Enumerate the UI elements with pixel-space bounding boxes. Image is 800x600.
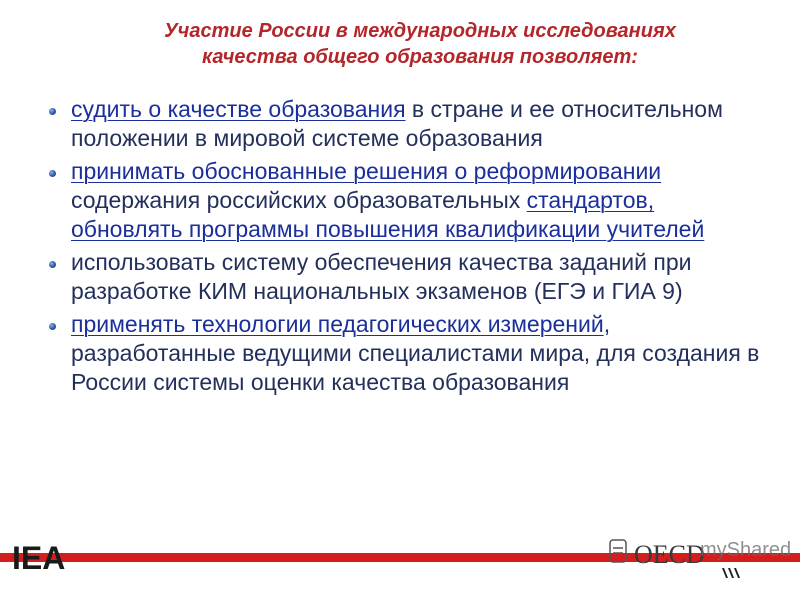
bullet-list	[44, 95, 764, 401]
bullet-item-1	[44, 95, 764, 153]
oecd-mark-icon	[610, 540, 626, 562]
iea-logo-text: IEA	[12, 540, 66, 576]
bullet-dot-icon	[49, 170, 56, 177]
bullet-dot-icon	[49, 323, 56, 330]
bullet-link[interactable]: принимать обоснованные решения о реформировании	[71, 158, 662, 184]
bullet-text: , разработанные ведущими специалистами мира, для создания в России системы оценки качества образования	[71, 311, 760, 395]
bullet-dot-icon	[49, 261, 56, 268]
bullet-text: в стране и ее относительном положении в мировой системе образования	[71, 96, 723, 151]
bullet-item-4	[44, 310, 764, 397]
bullet-link[interactable]: применять технологии педагогических измерений	[71, 311, 604, 337]
bullet-item-2	[44, 157, 764, 244]
bullet-text: содержания российских образовательных	[71, 187, 527, 213]
bullet-link[interactable]: стандартов, обновлять программы повышения квалификации учителей	[71, 187, 705, 242]
title-line-2: качества общего образования позволяет:	[202, 46, 638, 68]
bullet-dot-icon	[49, 108, 56, 115]
myshared-watermark: myShared	[700, 539, 792, 561]
slide-title	[60, 18, 780, 70]
bullet-link[interactable]: судить о качестве образования	[71, 96, 406, 122]
title-line-1: Участие России в международных исследованиях	[164, 20, 676, 42]
iea-logo	[10, 535, 72, 577]
oecd-logo	[604, 530, 794, 580]
bullet-item-3	[44, 248, 764, 306]
bullet-text: использовать систему обеспечения качества заданий при разработке КИМ национальных экзаменов (ЕГЭ и ГИА 9)	[71, 249, 692, 304]
oecd-logo-text: OECD	[634, 540, 705, 569]
